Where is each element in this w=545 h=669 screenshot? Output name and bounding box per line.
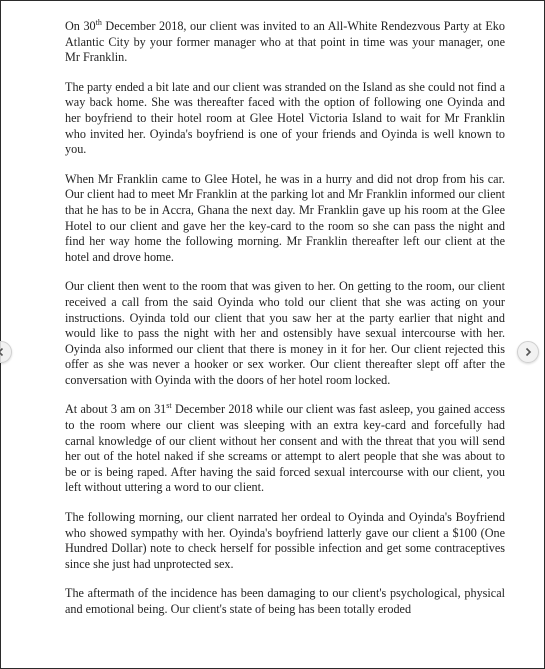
next-image-button[interactable] <box>517 341 539 363</box>
chevron-right-icon <box>523 347 533 357</box>
paragraph-3: When Mr Franklin came to Glee Hotel, he was in a hurry and did not drop from his car. Our client had to meet Mr Franklin at the parking lot and Mr Franklin informed our client that he has to be in Accra, Ghana the next day. Mr Franklin gave up his room at the Glee Hotel to our client and gave her the key-card to the room so she can pass the night and find her way home the following morning. Mr Franklin thereafter left our client at the hotel and drove home. <box>65 171 505 264</box>
paragraph-7: The aftermath of the incidence has been damaging to our client's psychological, physical and emotional being. Our client's state of being has been totally eroded <box>65 586 505 616</box>
paragraph-1-ordinal: th <box>95 17 102 27</box>
paragraph-5 <box>65 402 505 496</box>
paragraph-2: The party ended a bit late and our client was stranded on the Island as she could not find a way back home. She was thereafter faced with the option of following one Oyinda and her boyfriend to their hotel room at Glee Hotel Victoria Island to wait for Mr Franklin who invited her. Oyinda's boyfriend is one of your friends and Oyinda is well known to you. <box>65 79 505 157</box>
chevron-left-icon <box>0 347 6 357</box>
paragraph-1 <box>65 19 505 66</box>
paragraph-1-text-b: December 2018, our client was invited to an All-White Rendezvous Party at Eko Atlantic City by your former manager who at that point in time was your manager, one Mr Franklin. <box>65 19 505 65</box>
paragraph-4: Our client then went to the room that was given to her. On getting to the room, our client received a call from the said Oyinda who told our client that she was acting on your instructions. Oyinda told our client that you saw her at the party earlier that night and would like to pass the night with her and ostensibly have sexual intercourse with her. Oyinda also informed our client that there is money in it for her. Our client rejected this offer as she was never a hooker or sex worker. Our client thereafter slept off after the conversation with Oyinda with the doors of her hotel room locked. <box>65 279 505 387</box>
letter-page <box>65 19 505 632</box>
paragraph-1-text-a: On 30 <box>65 19 96 33</box>
paragraph-6: The following morning, our client narrated her ordeal to Oyinda and Oyinda's Boyfriend who showed sympathy with her. Oyinda's boyfriend latterly gave our client a $100 (One Hundred Dollar) note to check herself for possible infection and get some contraceptives since she just had unprotected sex. <box>65 510 505 571</box>
paragraph-5-ordinal: st <box>166 401 172 411</box>
paragraph-5-text-b: December 2018 while our client was fast asleep, you gained access to the room where our client was sleeping with an extra key-card and forcefully had carnal knowledge of our client without her consent and with the threat that you will send her out of the hotel naked if she screams or attempt to alert people that she was about to be or is being raped. After having the said forced sexual intercourse with our client, you left without uttering a word to our client. <box>65 402 505 495</box>
paragraph-5-text-a: At about 3 am on 31 <box>65 402 167 417</box>
